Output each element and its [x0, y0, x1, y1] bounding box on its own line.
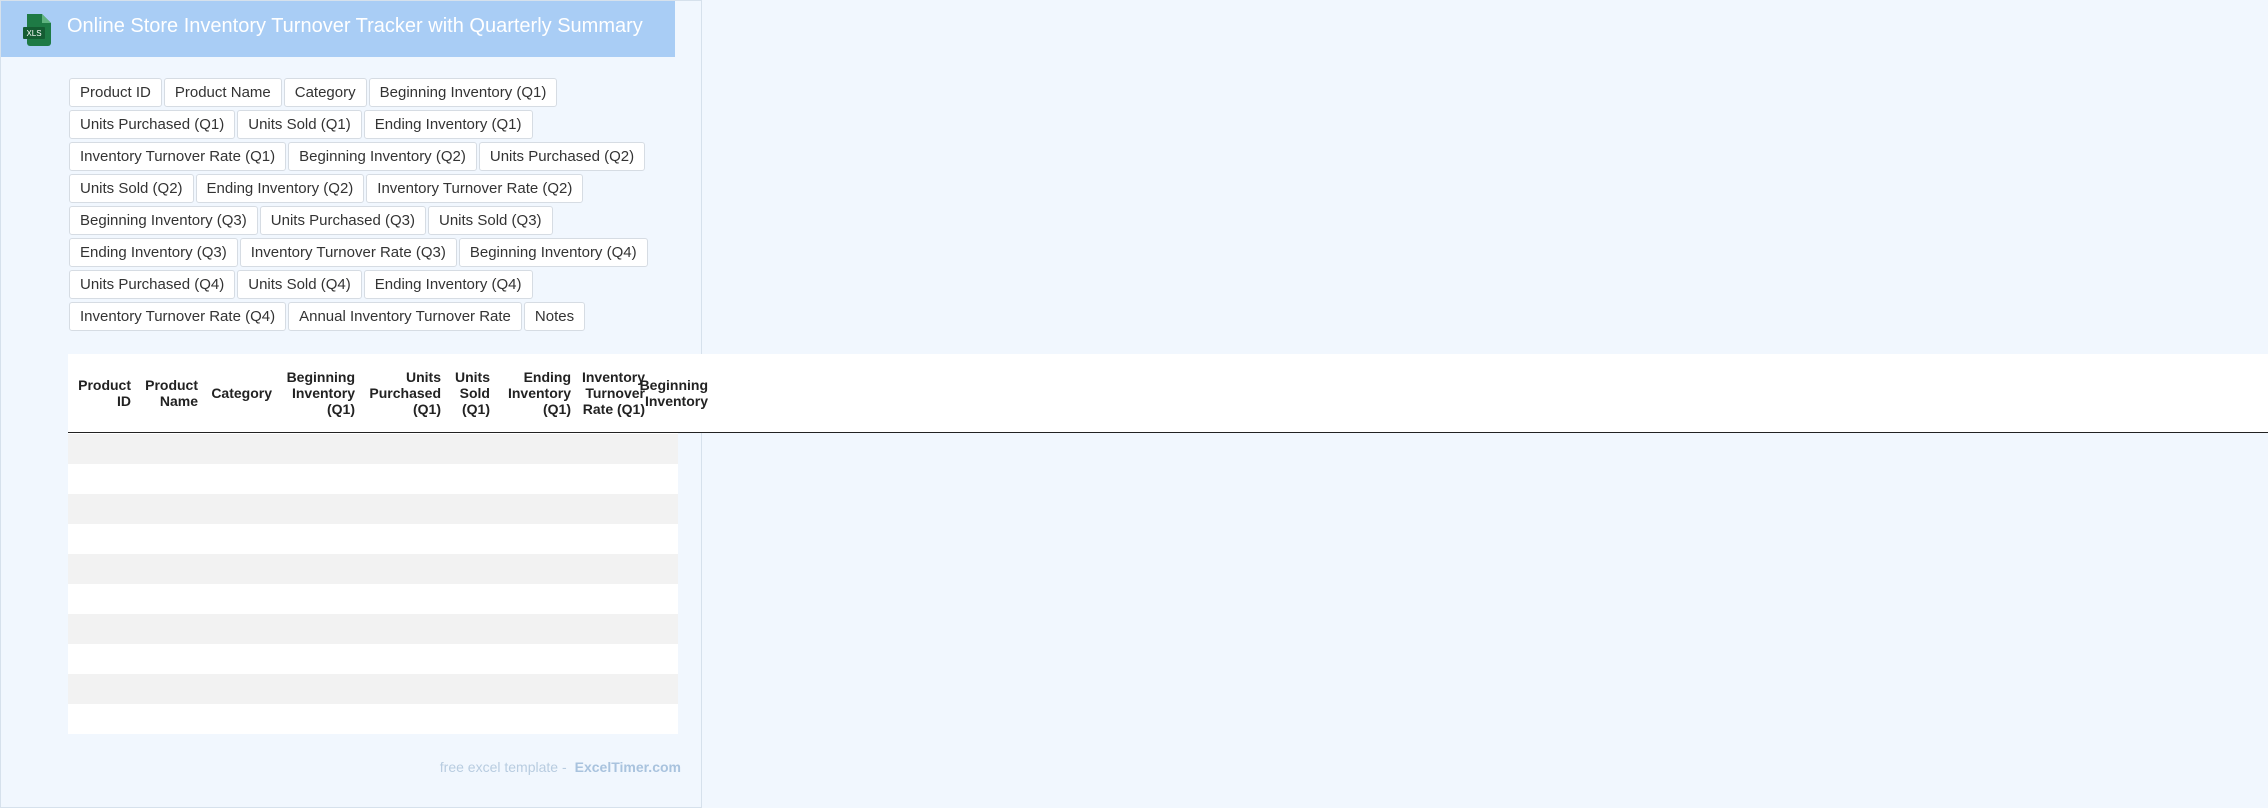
column-header-line: (Q1) — [413, 401, 441, 417]
column-header-line: Inventory — [291, 385, 355, 401]
column-chip[interactable]: Ending Inventory (Q3) — [69, 238, 238, 267]
column-chip[interactable]: Ending Inventory (Q1) — [364, 110, 533, 139]
table-row — [68, 554, 678, 584]
column-header — [359, 354, 441, 432]
column-header-line: Product — [145, 377, 198, 393]
column-header-line: (Q1) — [327, 401, 355, 417]
column-header-line: Units — [406, 369, 441, 385]
column-header-line: Name — [159, 393, 198, 409]
column-chip[interactable]: Inventory Turnover Rate (Q1) — [69, 142, 286, 171]
column-header-line: Turnover — [585, 385, 645, 401]
column-chip[interactable]: Units Sold (Q3) — [428, 206, 553, 235]
footer — [440, 759, 681, 775]
column-header — [275, 354, 355, 432]
column-chip[interactable]: Notes — [524, 302, 585, 331]
column-chip[interactable]: Units Sold (Q1) — [237, 110, 362, 139]
footer-brand-link[interactable]: ExcelTimer.com — [574, 759, 681, 775]
footer-label: free excel template - — [439, 759, 567, 775]
column-chip[interactable]: Units Purchased (Q3) — [260, 206, 426, 235]
column-header-line: Units — [455, 369, 490, 385]
column-header-line: Sold — [459, 385, 490, 401]
column-header — [638, 354, 708, 432]
column-header-line: Beginning — [639, 377, 708, 393]
column-chip[interactable]: Ending Inventory (Q4) — [364, 270, 533, 299]
column-chip[interactable]: Inventory Turnover Rate (Q4) — [69, 302, 286, 331]
column-chip[interactable]: Beginning Inventory (Q4) — [459, 238, 648, 267]
column-chip[interactable]: Beginning Inventory (Q3) — [69, 206, 258, 235]
column-header — [202, 354, 272, 432]
column-header-line: ID — [117, 393, 131, 409]
column-header-line: (Q1) — [543, 401, 571, 417]
column-chip[interactable]: Inventory Turnover Rate (Q2) — [366, 174, 583, 203]
column-chip[interactable]: Beginning Inventory (Q1) — [369, 78, 558, 107]
column-chip[interactable]: Units Purchased (Q1) — [69, 110, 235, 139]
column-chip[interactable]: Ending Inventory (Q2) — [196, 174, 365, 203]
xls-icon-label: XLS — [26, 29, 42, 38]
column-header-line: Inventory — [644, 393, 708, 409]
table-row — [68, 614, 678, 644]
column-chip[interactable]: Units Purchased (Q2) — [479, 142, 645, 171]
table-row — [68, 584, 678, 614]
column-header-line: Category — [211, 385, 272, 401]
table-row — [68, 434, 678, 464]
column-header-line: Inventory — [581, 369, 645, 385]
column-chip[interactable]: Product Name — [164, 78, 282, 107]
title-bar — [1, 1, 675, 57]
column-header — [444, 354, 490, 432]
column-header — [69, 354, 131, 432]
column-chip[interactable]: Category — [284, 78, 367, 107]
column-header-line: (Q1) — [462, 401, 490, 417]
column-header — [575, 354, 645, 432]
column-header-line: Purchased — [369, 385, 441, 401]
table-row — [68, 674, 678, 704]
table-row — [68, 524, 678, 554]
column-chip[interactable]: Inventory Turnover Rate (Q3) — [240, 238, 457, 267]
column-chip[interactable]: Annual Inventory Turnover Rate — [288, 302, 522, 331]
page-title: Online Store Inventory Turnover Tracker with Quarterly Summary — [67, 15, 643, 37]
inventory-table — [68, 354, 708, 734]
column-header — [134, 354, 198, 432]
table-row — [68, 704, 678, 734]
column-chip-list — [69, 78, 669, 331]
table-header-row — [68, 354, 2268, 433]
xls-file-icon — [23, 14, 51, 46]
column-header-line: Ending — [523, 369, 571, 385]
column-chip[interactable]: Units Sold (Q2) — [69, 174, 194, 203]
column-chip[interactable]: Units Sold (Q4) — [237, 270, 362, 299]
column-header-line: Inventory — [507, 385, 571, 401]
column-header-line: Beginning — [286, 369, 355, 385]
column-chip[interactable]: Product ID — [69, 78, 162, 107]
column-header-line: Rate (Q1) — [582, 401, 645, 417]
column-header — [495, 354, 571, 432]
table-row — [68, 644, 678, 674]
column-chip[interactable]: Units Purchased (Q4) — [69, 270, 235, 299]
column-chip[interactable]: Beginning Inventory (Q2) — [288, 142, 477, 171]
table-row — [68, 494, 678, 524]
column-header-line: Product — [78, 377, 131, 393]
table-row — [68, 464, 678, 494]
